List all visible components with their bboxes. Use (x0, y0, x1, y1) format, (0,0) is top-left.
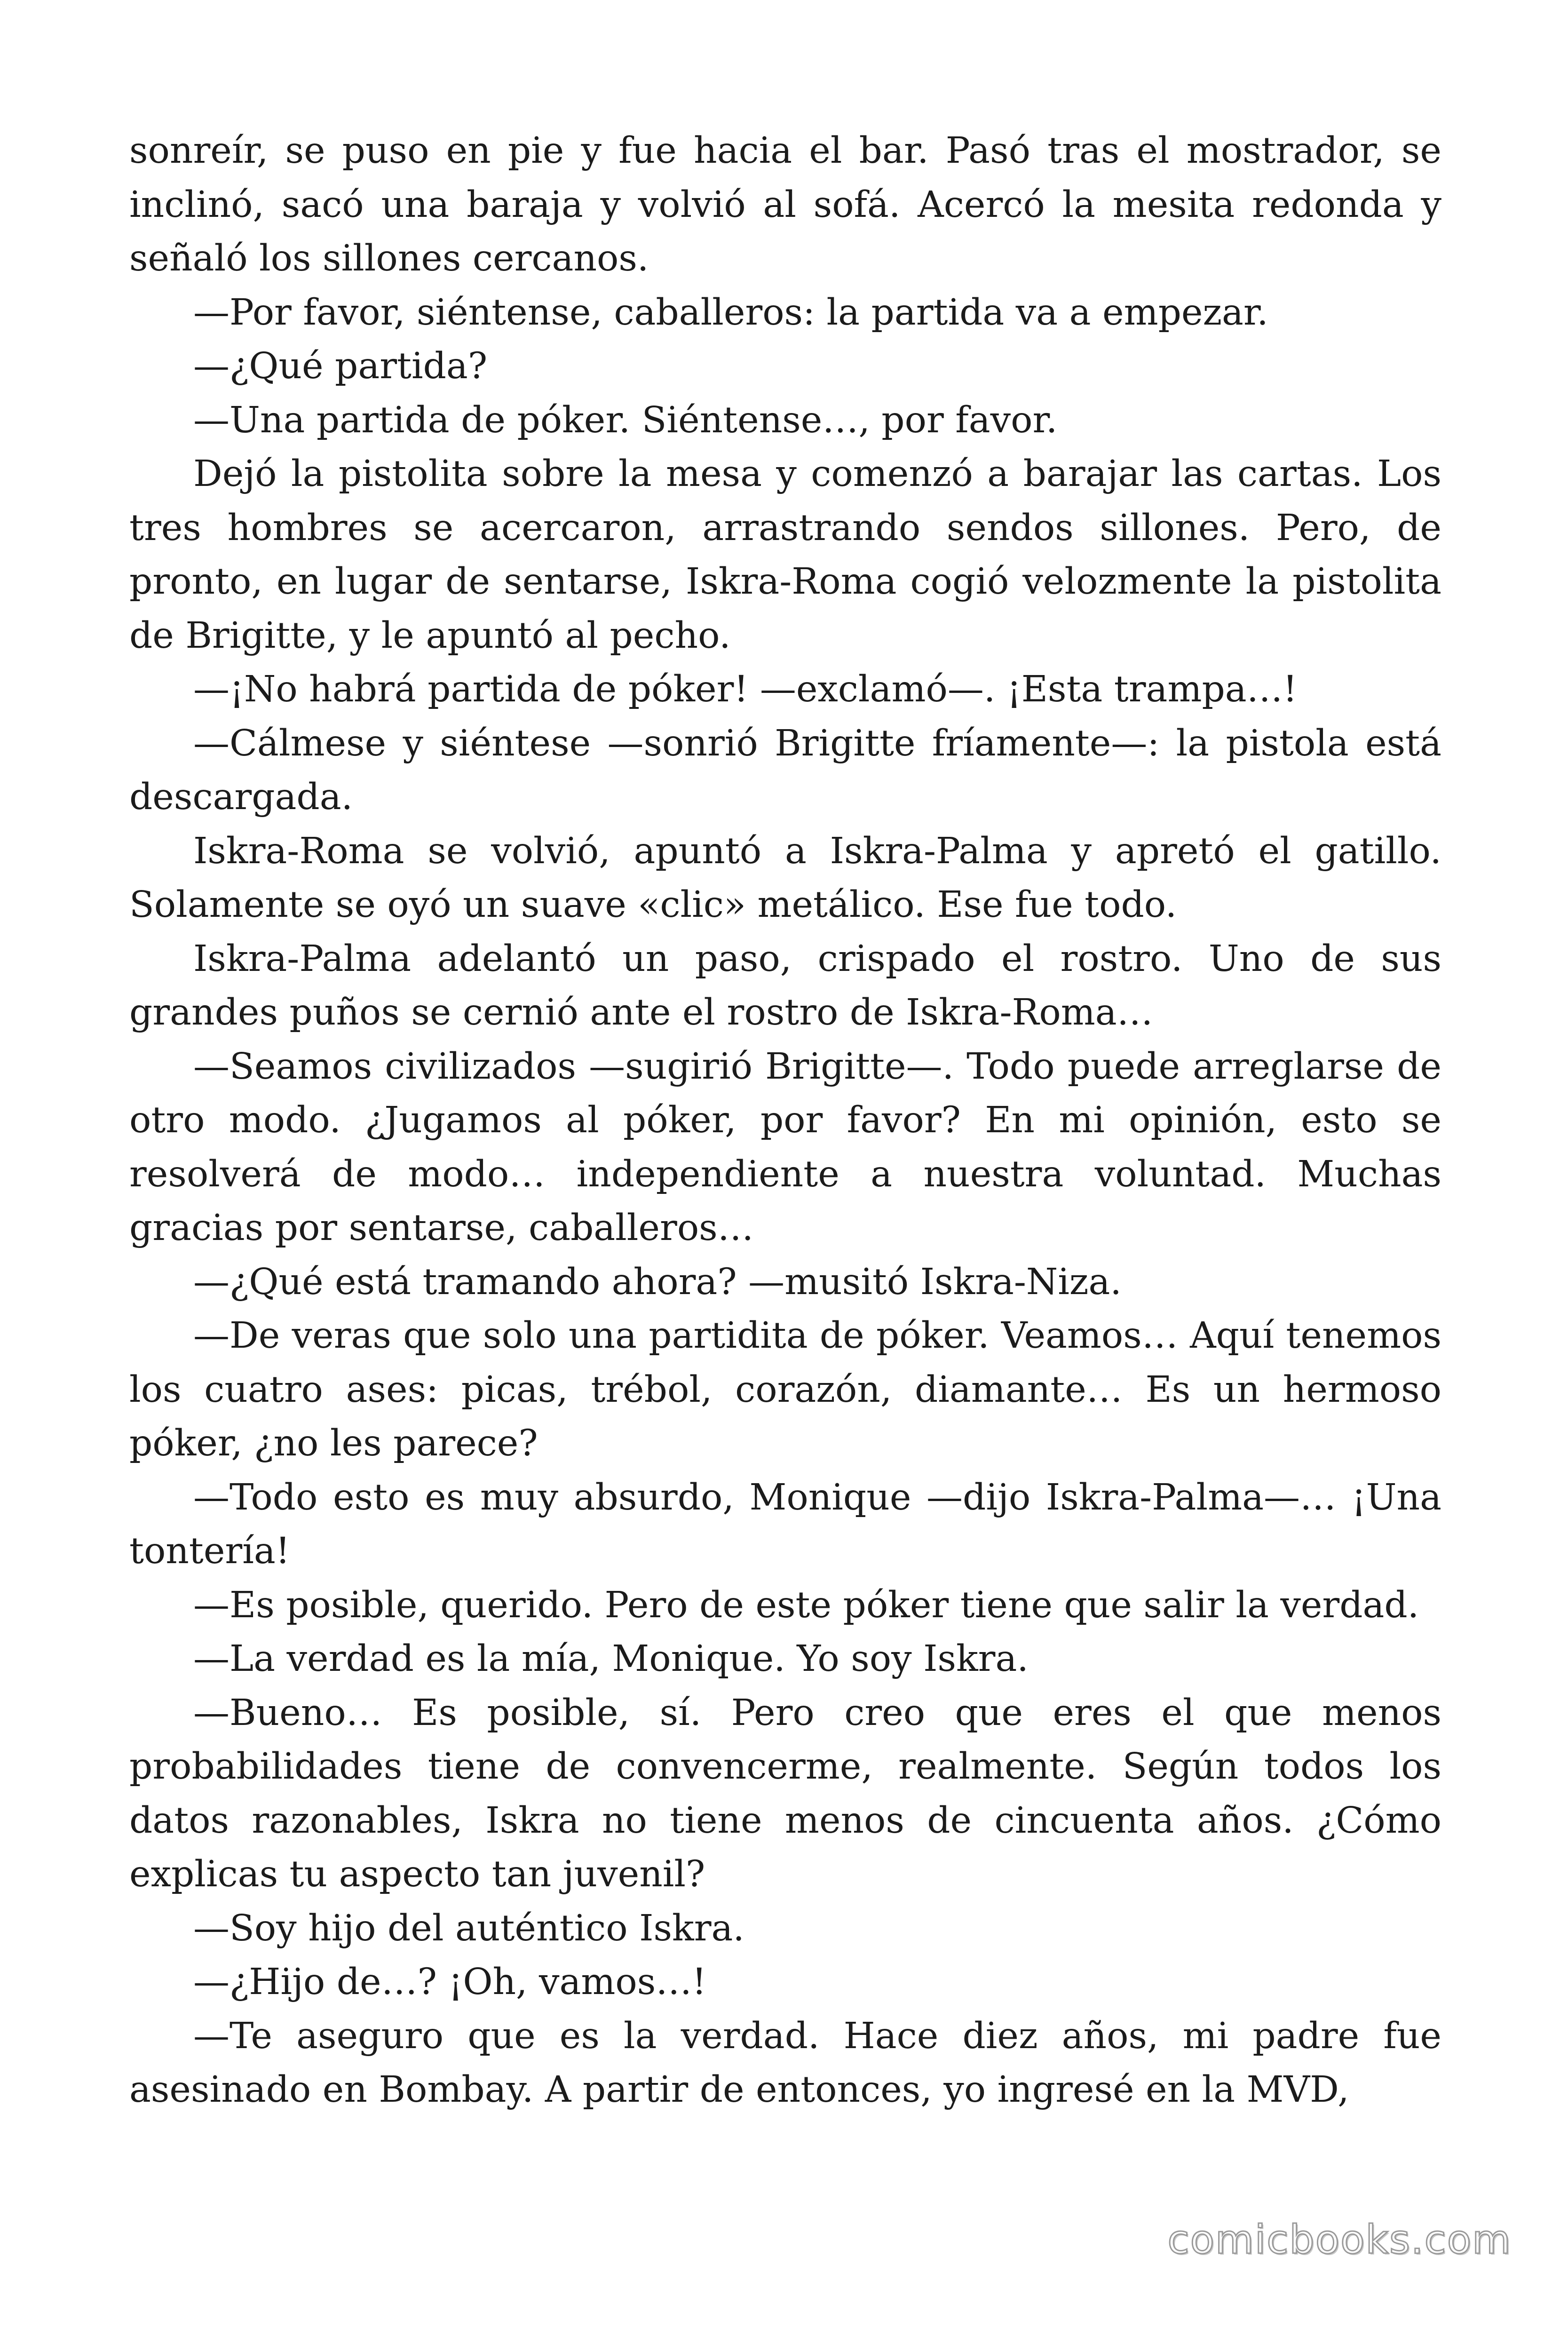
paragraph: —Por favor, siéntense, caballeros: la partida va a empezar. (193, 291, 1268, 334)
paragraph: —¿Qué está tramando ahora? —musitó Iskra-Niza. (193, 1261, 1122, 1303)
paragraph: —Te aseguro que es la verdad. Hace diez años, mi padre fue asesinado en Bombay. A partir de entonces, yo ingresé en la MVD, (129, 2015, 1441, 2111)
paragraph: Dejó la pistolita sobre la mesa y comenzó a barajar las cartas. Los tres hombres se acercaron, arrastrando sendos sillones. Pero, de pronto, en lugar de sentarse, Iskra-Roma cogió velozmente la pistolita de Brigitte, y le apuntó al pecho. (129, 453, 1441, 657)
paragraph: —De veras que solo una partidita de póker. Veamos… Aquí tenemos los cuatro ases: picas, trébol, corazón, diamante… Es un hermoso póker, ¿no les parece? (129, 1315, 1441, 1464)
document-page (129, 124, 1441, 2117)
paragraph: —¿Qué partida? (193, 345, 488, 387)
paragraph: Iskra-Palma adelantó un paso, crispado el rostro. Uno de sus grandes puños se cernió ante el rostro de Iskra-Roma… (129, 938, 1441, 1033)
paragraph: —Una partida de póker. Siéntense…, por favor. (193, 399, 1058, 441)
paragraph: Iskra-Roma se volvió, apuntó a Iskra-Palma y apretó el gatillo. Solamente se oyó un suave «clic» metálico. Ese fue todo. (129, 830, 1441, 926)
paragraph: —La verdad es la mía, Monique. Yo soy Iskra. (193, 1638, 1029, 1680)
paragraph: —Cálmese y siéntese —sonrió Brigitte fríamente—: la pistola está descargada. (129, 722, 1441, 818)
paragraph: —¿Hijo de…? ¡Oh, vamos…! (193, 1961, 707, 2003)
paragraph: —Todo esto es muy absurdo, Monique —dijo Iskra-Palma—… ¡Una tontería! (129, 1476, 1441, 1572)
paragraph: —¡No habrá partida de póker! —exclamó—. ¡Esta trampa…! (193, 668, 1298, 710)
paragraph: —Soy hijo del auténtico Iskra. (193, 1907, 744, 1949)
watermark: comicbooks.com (1167, 2217, 1512, 2263)
paragraph: —Seamos civilizados —sugirió Brigitte—. Todo puede arreglarse de otro modo. ¿Jugamos al póker, por favor? En mi opinión, esto se resolverá de modo… independiente a nuestra voluntad. Muchas gracias por sentarse, caballeros… (129, 1045, 1441, 1249)
paragraph: —Bueno… Es posible, sí. Pero creo que eres el que menos probabilidades tiene de convencerme, realmente. Según todos los datos razonables, Iskra no tiene menos de cincuenta años. ¿Cómo explicas tu aspecto tan juvenil? (129, 1692, 1441, 1895)
paragraph: sonreír, se puso en pie y fue hacia el bar. Pasó tras el mostrador, se inclinó, sacó una baraja y volvió al sofá. Acercó la mesita redonda y señaló los sillones cercanos. (129, 130, 1441, 279)
paragraph: —Es posible, querido. Pero de este póker tiene que salir la verdad. (193, 1584, 1419, 1626)
